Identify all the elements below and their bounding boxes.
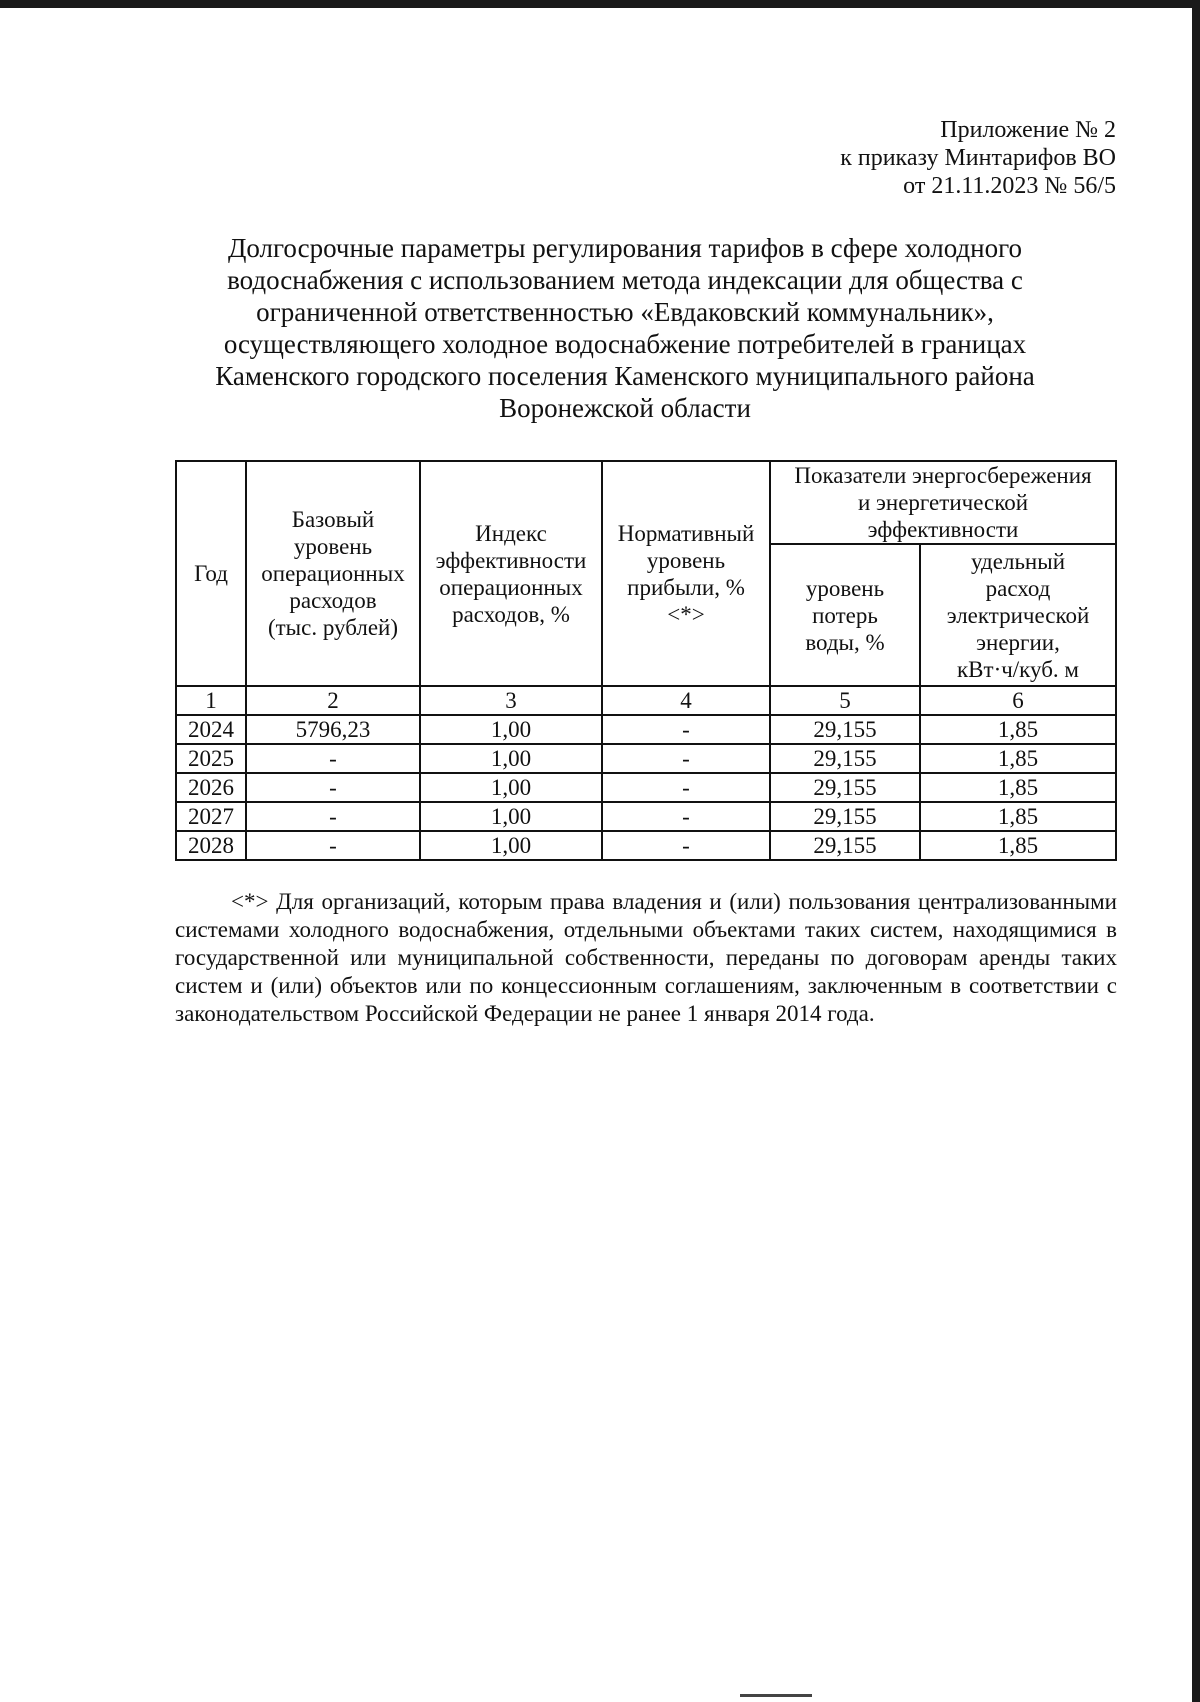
cell-efficiency-index: 1,00 (420, 715, 602, 744)
cell-profit-level: - (602, 802, 770, 831)
cell-year: 2024 (176, 715, 246, 744)
cell-water-loss: 29,155 (770, 773, 920, 802)
cell-energy-use: 1,85 (920, 744, 1116, 773)
cell-energy-use: 1,85 (920, 773, 1116, 802)
header-efficiency-index: Индекс эффективности операционных расходов, % (420, 461, 602, 686)
cell-profit-level: - (602, 831, 770, 860)
header-profit-level: Нормативный уровень прибыли, % <*> (602, 461, 770, 686)
cell-water-loss: 29,155 (770, 744, 920, 773)
cell-water-loss: 29,155 (770, 715, 920, 744)
cell-profit-level: - (602, 773, 770, 802)
cell-base-opex: 5796,23 (246, 715, 420, 744)
cell-base-opex: - (246, 744, 420, 773)
appendix-number: Приложение № 2 (940, 117, 1116, 143)
footnote: <*> Для организаций, которым права владения и (или) пользования централизованными системами холодного водоснабжения, отдельными объектами таких систем, находящимися в государственной или муниципальной собственности, переданы по договорам аренды таких систем и (или) объектов или по концессионным соглашениям, заключенным в соответствии с законодательством Российской Федерации не ранее 1 января 2014 года. (175, 889, 1117, 1026)
title-line: водоснабжения с использованием метода индексации для общества с (227, 265, 1023, 295)
cell-energy-use: 1,85 (920, 715, 1116, 744)
column-number: 4 (602, 686, 770, 715)
column-number: 6 (920, 686, 1116, 715)
cell-base-opex: - (246, 802, 420, 831)
appendix-header (840, 116, 1116, 200)
parameters-table (175, 460, 1117, 861)
column-number-row (176, 686, 1116, 715)
cell-profit-level: - (602, 744, 770, 773)
cell-efficiency-index: 1,00 (420, 744, 602, 773)
scan-artifact (740, 1694, 812, 1697)
appendix-order-ref: к приказу Минтарифов ВО (840, 145, 1116, 171)
cell-base-opex: - (246, 831, 420, 860)
table-row (176, 773, 1116, 802)
appendix-order-date: от 21.11.2023 № 56/5 (903, 173, 1116, 199)
table-row (176, 715, 1116, 744)
title-line: осуществляющего холодное водоснабжение потребителей в границах (223, 329, 1027, 359)
cell-profit-level: - (602, 715, 770, 744)
cell-water-loss: 29,155 (770, 802, 920, 831)
title-line: Воронежской области (499, 393, 751, 423)
column-number: 1 (176, 686, 246, 715)
scan-edge-top (0, 0, 1200, 8)
column-number: 5 (770, 686, 920, 715)
cell-year: 2027 (176, 802, 246, 831)
header-energy-group: Показатели энергосбережения и энергетической эффективности (770, 461, 1116, 544)
header-energy-use: удельный расход электрической энергии, кВт·ч/куб. м (920, 544, 1116, 686)
cell-efficiency-index: 1,00 (420, 773, 602, 802)
column-number: 3 (420, 686, 602, 715)
table-row (176, 802, 1116, 831)
cell-energy-use: 1,85 (920, 831, 1116, 860)
cell-efficiency-index: 1,00 (420, 802, 602, 831)
title-line: ограниченной ответственностью «Евдаковский коммунальник», (256, 297, 994, 327)
scan-edge-right (1192, 0, 1200, 1702)
header-base-opex: Базовый уровень операционных расходов (тыс. рублей) (246, 461, 420, 686)
header-water-loss: уровень потерь воды, % (770, 544, 920, 686)
cell-year: 2026 (176, 773, 246, 802)
cell-efficiency-index: 1,00 (420, 831, 602, 860)
table-row (176, 744, 1116, 773)
cell-water-loss: 29,155 (770, 831, 920, 860)
cell-year: 2025 (176, 744, 246, 773)
cell-energy-use: 1,85 (920, 802, 1116, 831)
table-row (176, 831, 1116, 860)
title-line: Долгосрочные параметры регулирования тарифов в сфере холодного (227, 233, 1023, 263)
cell-base-opex: - (246, 773, 420, 802)
title-line: Каменского городского поселения Каменского муниципального района (215, 361, 1035, 391)
cell-year: 2028 (176, 831, 246, 860)
header-year: Год (176, 461, 246, 686)
document-title (190, 232, 1060, 424)
column-number: 2 (246, 686, 420, 715)
